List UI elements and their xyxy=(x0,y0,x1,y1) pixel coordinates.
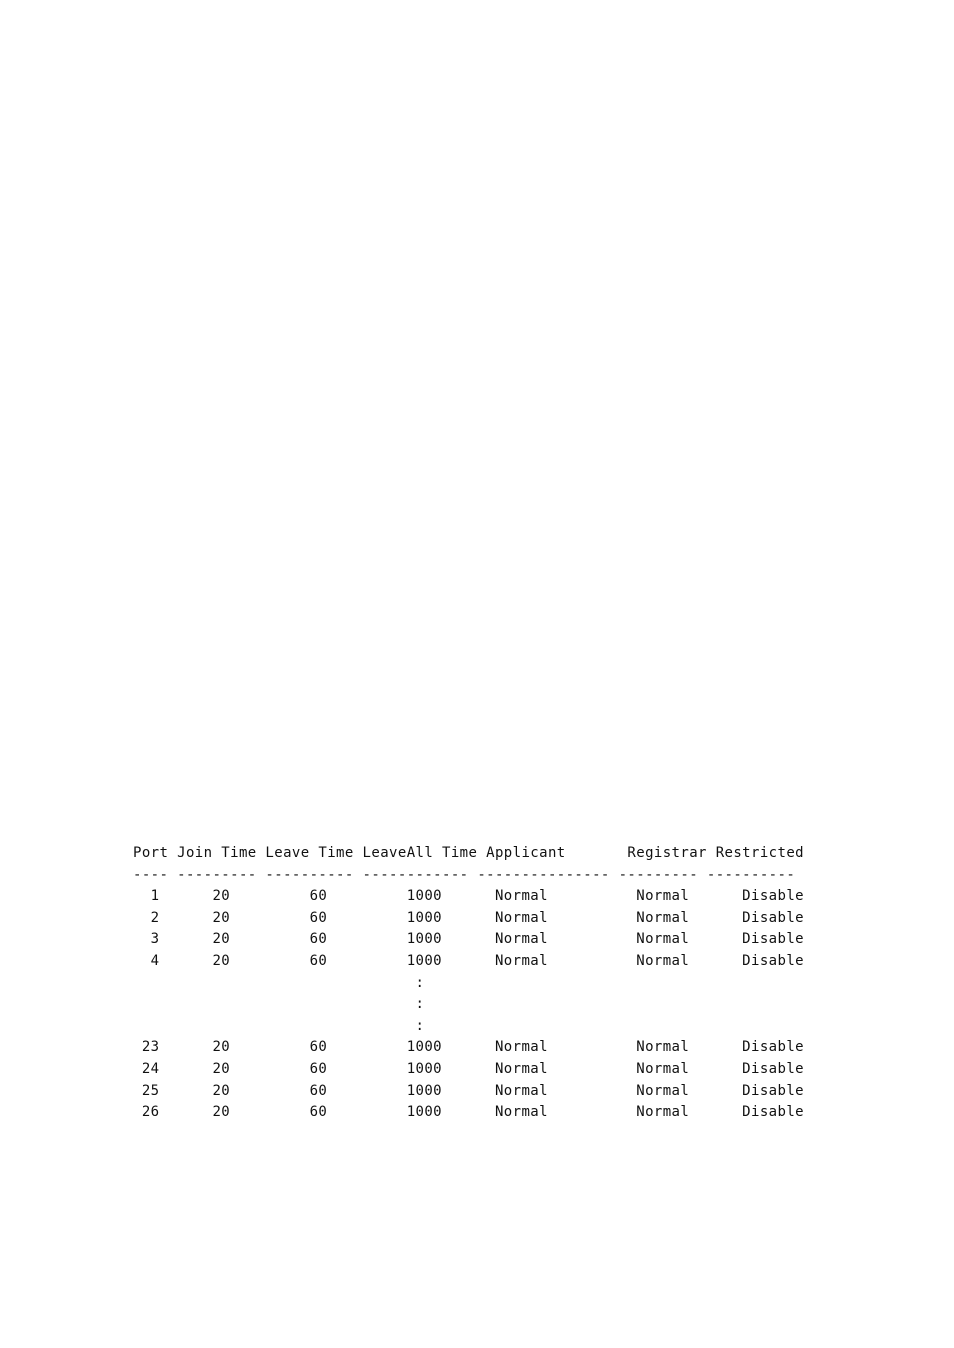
ellipsis-row: : xyxy=(133,1017,425,1034)
table-row: 3 20 60 1000 Normal Normal Disable xyxy=(133,931,804,948)
table-separator: ---- --------- ---------- ------------ --------------- --------- ---------- xyxy=(133,866,796,883)
table-row: 25 20 60 1000 Normal Normal Disable xyxy=(133,1082,804,1099)
table-header: Port Join Time Leave Time LeaveAll Time Applicant Registrar Restricted xyxy=(133,845,804,861)
table-row: 1 20 60 1000 Normal Normal Disable xyxy=(133,888,804,905)
gvrp-port-timer-output xyxy=(133,843,804,1124)
ellipsis-row: : xyxy=(133,974,425,991)
table-row: 24 20 60 1000 Normal Normal Disable xyxy=(133,1060,804,1077)
table-row: 2 20 60 1000 Normal Normal Disable xyxy=(133,909,804,926)
table-row: 26 20 60 1000 Normal Normal Disable xyxy=(133,1104,804,1121)
table-row: 23 20 60 1000 Normal Normal Disable xyxy=(133,1039,804,1056)
table-row: 4 20 60 1000 Normal Normal Disable xyxy=(133,952,804,969)
ellipsis-row: : xyxy=(133,996,425,1013)
